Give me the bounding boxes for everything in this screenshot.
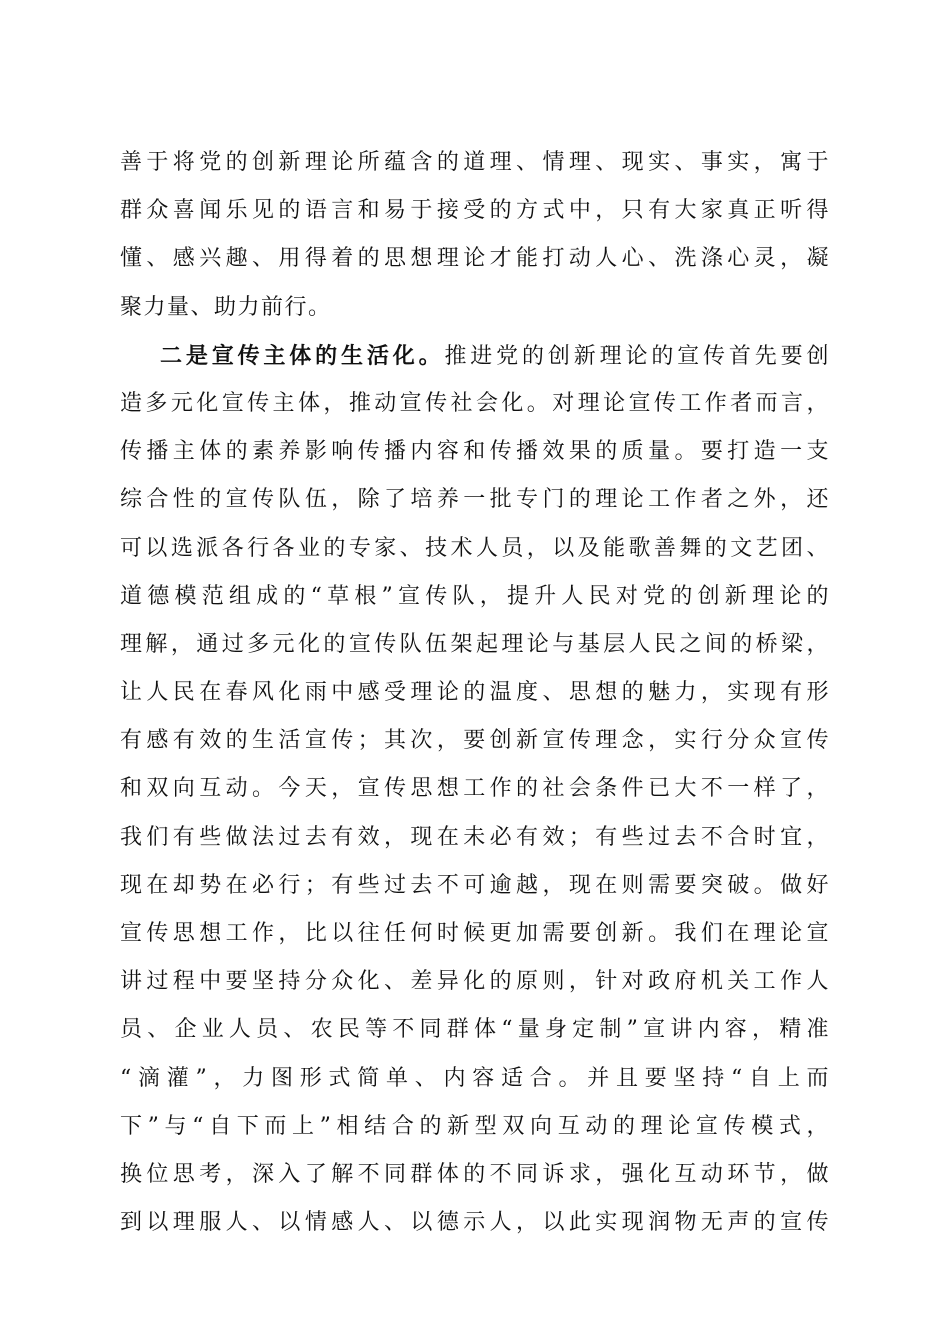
text-line: 到以理服人、以情感人、以德示人，以此实现润物无声的宣传	[120, 1210, 830, 1236]
text-line: 和双向互动。今天，宣传思想工作的社会条件已大不一样了，	[120, 776, 830, 802]
text-line: 可以选派各行各业的专家、技术人员，以及能歌善舞的文艺团、	[120, 535, 830, 561]
text-line: 我们有些做法过去有效，现在未必有效；有些过去不合时宜，	[120, 824, 830, 850]
text-line: 传播主体的素养影响传播内容和传播效果的质量。要打造一支	[120, 439, 830, 465]
paragraph-first-line	[120, 332, 830, 380]
text-line: 员、企业人员、农民等不同群体“量身定制”宣讲内容，精准	[120, 1017, 830, 1043]
text-line: 下”与“自下而上”相结合的新型双向互动的理论宣传模式，	[120, 1113, 830, 1139]
text-line: 让人民在春风化雨中感受理论的温度、思想的魅力，实现有形	[120, 680, 830, 706]
text-line: 换位思考，深入了解不同群体的不同诉求，强化互动环节，做	[120, 1161, 830, 1187]
text-line: 讲过程中要坚持分众化、差异化的原则，针对政府机关工作人	[120, 969, 830, 995]
text-line: 造多元化宣传主体，推动宣传社会化。对理论宣传工作者而言，	[120, 390, 830, 416]
paragraph-heading: 二是宣传主体的生活化。	[160, 342, 445, 369]
text-line: 善于将党的创新理论所蕴含的道理、情理、现实、事实，寓于	[120, 150, 830, 175]
paragraph-first-line-text: 推进党的创新理论的宣传首先要创	[444, 343, 830, 369]
text-line: 综合性的宣传队伍，除了培养一批专门的理论工作者之外，还	[120, 487, 830, 513]
text-line: 现在却势在必行；有些过去不可逾越，现在则需要突破。做好	[120, 872, 830, 898]
text-line: 懂、感兴趣、用得着的思想理论才能打动人心、洗涤心灵，凝	[120, 246, 830, 272]
body-text	[120, 139, 830, 1247]
text-line: 道德模范组成的“草根”宣传队，提升人民对党的创新理论的	[120, 583, 830, 609]
text-line: 理解，通过多元化的宣传队伍架起理论与基层人民之间的桥梁，	[120, 631, 830, 657]
text-line: 宣传思想工作，比以往任何时候更加需要创新。我们在理论宣	[120, 921, 830, 946]
text-line: 聚力量、助力前行。	[120, 294, 332, 320]
text-line: “滴灌”，力图形式简单、内容适合。并且要坚持“自上而	[120, 1065, 830, 1091]
text-line: 有感有效的生活宣传；其次，要创新宣传理念，实行分众宣传	[120, 728, 830, 754]
text-line: 群众喜闻乐见的语言和易于接受的方式中，只有大家真正听得	[120, 198, 830, 224]
